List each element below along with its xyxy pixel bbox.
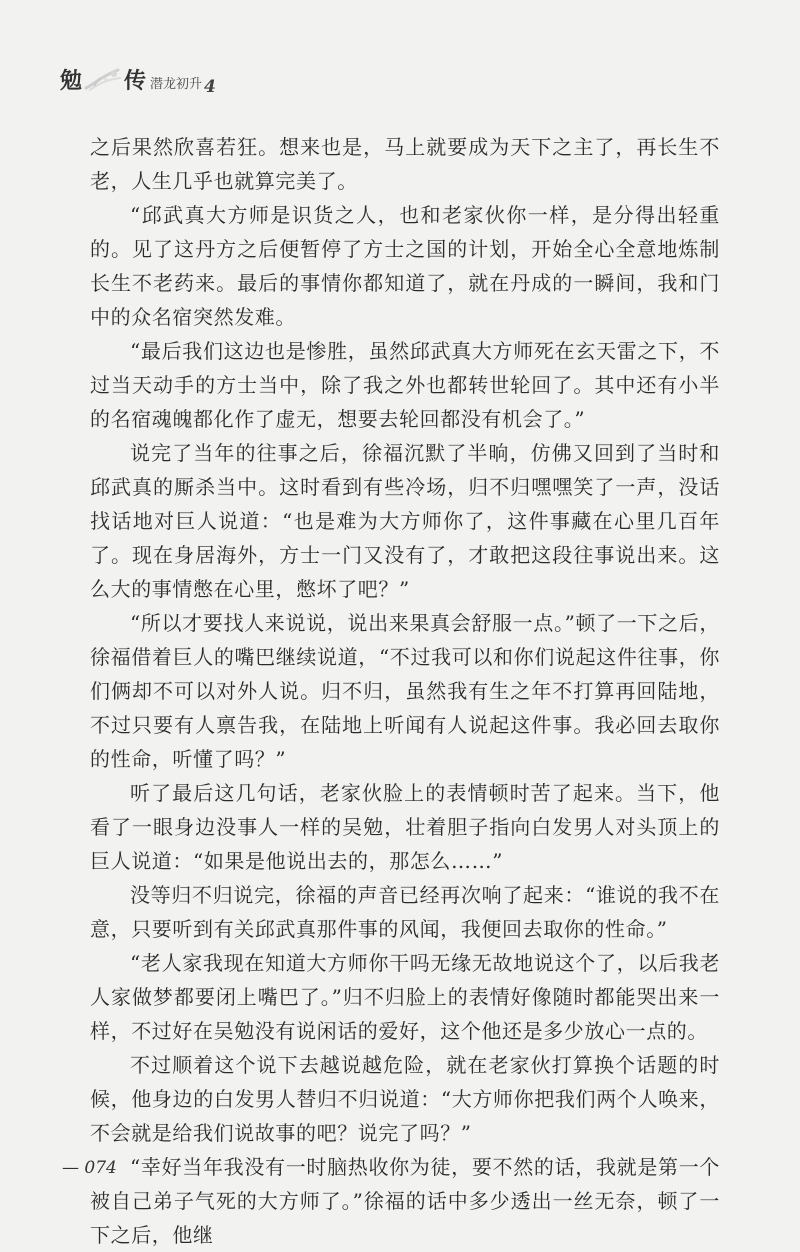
paragraph: 不过顺着这个说下去越说越危险，就在老家伙打算换个话题的时候，他身边的白发男人替归不归说道：“大方师你把我们两个人唤来，不会就是给我们说故事的吧？说完了吗？” bbox=[90, 1053, 720, 1145]
header-title-char-1: 勉 bbox=[60, 68, 83, 94]
paragraph: 说完了当年的往事之后，徐福沉默了半晌，仿佛又回到了当时和邱武真的厮杀当中。这时看到有些冷场，归不归嘿嘿笑了一声，没话找话地对巨人说道：“也是难为大方师你了，这件事藏在心里几百年了。现在身居海外，方士一门又没有了，才敢把这段往事说出来。这么大的事情憋在心里，憋坏了吧？” bbox=[90, 441, 720, 601]
paragraph: 听了最后这几句话，老家伙脸上的表情顿时苦了起来。当下，他看了一眼身边没事人一样的吴勉，壮着胆子指向白发男人对头顶上的巨人说道：“如果是他说出去的，那怎么……” bbox=[90, 781, 720, 873]
paragraph: “最后我们这边也是惨胜，虽然邱武真大方师死在玄天雷之下，不过当天动手的方士当中，除了我之外也都转世轮回了。其中还有小半的名宿魂魄都化作了虚无，想要去轮回都没有机会了。” bbox=[90, 339, 720, 431]
header-volume-number: 4 bbox=[204, 77, 216, 97]
paragraph: “老人家我现在知道大方师你干吗无缘无故地说这个了，以后我老人家做梦都要闭上嘴巴了。”归不归脸上的表情好像随时都能哭出来一样，不过好在吴勉没有说闲话的爱好，这个他还是多少放心一点的。 bbox=[90, 951, 720, 1043]
ink-brush-ornament-icon bbox=[84, 66, 122, 92]
paragraph: “幸好当年我没有一时脑热收你为徒，要不然的话，我就是第一个被自己弟子气死的大方师了。”徐福的话中多少透出一丝无奈，顿了一下之后，他继 bbox=[90, 1155, 720, 1247]
paragraph: 没等归不归说完，徐福的声音已经再次响了起来：“谁说的我不在意，只要听到有关邱武真那件事的风闻，我便回去取你的性命。” bbox=[90, 883, 720, 941]
page-number: — 074 bbox=[62, 1158, 117, 1178]
body-text bbox=[90, 130, 720, 1252]
running-header bbox=[60, 52, 216, 97]
paragraph: 之后果然欣喜若狂。想来也是，马上就要成为天下之主了，再长生不老，人生几乎也就算完美了。 bbox=[90, 135, 720, 193]
header-title-char-2: 传 bbox=[124, 68, 147, 94]
paragraph: “邱武真大方师是识货之人，也和老家伙你一样，是分得出轻重的。见了这丹方之后便暂停了方士之国的计划，开始全心全意地炼制长生不老药来。最后的事情你都知道了，就在丹成的一瞬间，我和门中的众名宿突然发难。 bbox=[90, 203, 720, 329]
header-subtitle: 潜龙初升 bbox=[150, 77, 203, 92]
paragraph: “所以才要找人来说说，说出来果真会舒服一点。”顿了一下之后，徐福借着巨人的嘴巴继续说道，“不过我可以和你们说起这件往事，你们俩却不可以对外人说。归不归，虽然我有生之年不打算再回陆地，不过只要有人禀告我，在陆地上听闻有人说起这件事。我必回去取你的性命，听懂了吗？” bbox=[90, 611, 720, 771]
